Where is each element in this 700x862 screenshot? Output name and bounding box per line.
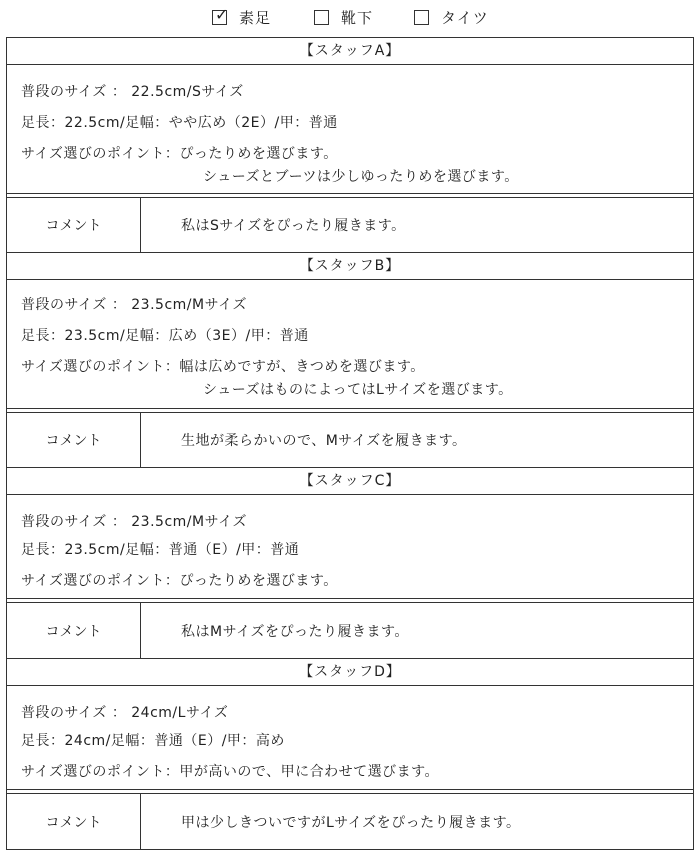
usual-size: 普段のサイズ ： 23.5cm/Mサイズ [21,297,247,313]
size-point: サイズ選びのポイント：幅は広めですが、きつめを選びます。 [21,359,425,375]
comment-text: 生地が柔らかいので、Mサイズを履きます。 [181,433,467,449]
checkbox-unchecked[interactable] [314,10,329,25]
comment-row [7,603,693,659]
size-point-note: シューズとブーツは少しゆったりめを選びます。 [203,169,519,185]
comment-label: コメント [7,603,141,658]
comment-label: コメント [7,413,141,467]
comment-row [7,794,693,849]
staff-header: 【スタッフD】 [7,659,693,686]
usual-size: 普段のサイズ ： 24cm/Lサイズ [21,705,229,721]
comment-text: 私はSサイズをぴったり履きます。 [181,218,406,234]
option-tights[interactable] [414,8,489,26]
size-point-note: シューズはものによってはLサイズを選びます。 [203,382,513,398]
comment-row [7,198,693,253]
checkbox-unchecked[interactable] [414,10,429,25]
footwear-options [0,0,700,34]
checkbox-checked[interactable] [212,4,229,25]
option-label: 素足 [239,8,272,27]
size-info-table [6,37,694,850]
foot-measurements: 足長：23.5cm/足幅：広め（3E）/甲：普通 [21,328,309,344]
foot-measurements: 足長：24cm/足幅：普通（E）/甲：高め [21,733,285,749]
size-point: サイズ選びのポイント：ぴったりめを選びます。 [21,146,338,162]
comment-label: コメント [7,794,141,849]
staff-header: 【スタッフC】 [7,468,693,495]
comment-row [7,413,693,468]
staff-header: 【スタッフA】 [7,38,693,65]
staff-info [7,280,693,409]
checkmark-icon: ✓ [215,4,229,24]
staff-info [7,686,693,790]
staff-info [7,495,693,599]
option-socks[interactable] [314,8,373,26]
comment-text: 甲は少しきついですがLサイズをぴったり履きます。 [181,814,521,831]
size-point: サイズ選びのポイント：甲が高いので、甲に合わせて選びます。 [21,764,439,780]
staff-header: 【スタッフB】 [7,253,693,280]
staff-info [7,65,693,194]
comment-label: コメント [7,198,141,252]
comment-text: 私はMサイズをぴったり履きます。 [181,623,409,640]
usual-size: 普段のサイズ ： 23.5cm/Mサイズ [21,514,247,530]
usual-size: 普段のサイズ ： 22.5cm/Sサイズ [21,84,244,100]
foot-measurements: 足長：23.5cm/足幅：普通（E）/甲：普通 [21,542,300,558]
option-barefoot[interactable] [212,4,272,27]
foot-measurements: 足長：22.5cm/足幅：やや広め（2E）/甲：普通 [21,115,338,131]
option-label: 靴下 [341,8,374,27]
option-label: タイツ [441,8,489,27]
size-point: サイズ選びのポイント：ぴったりめを選びます。 [21,573,338,589]
